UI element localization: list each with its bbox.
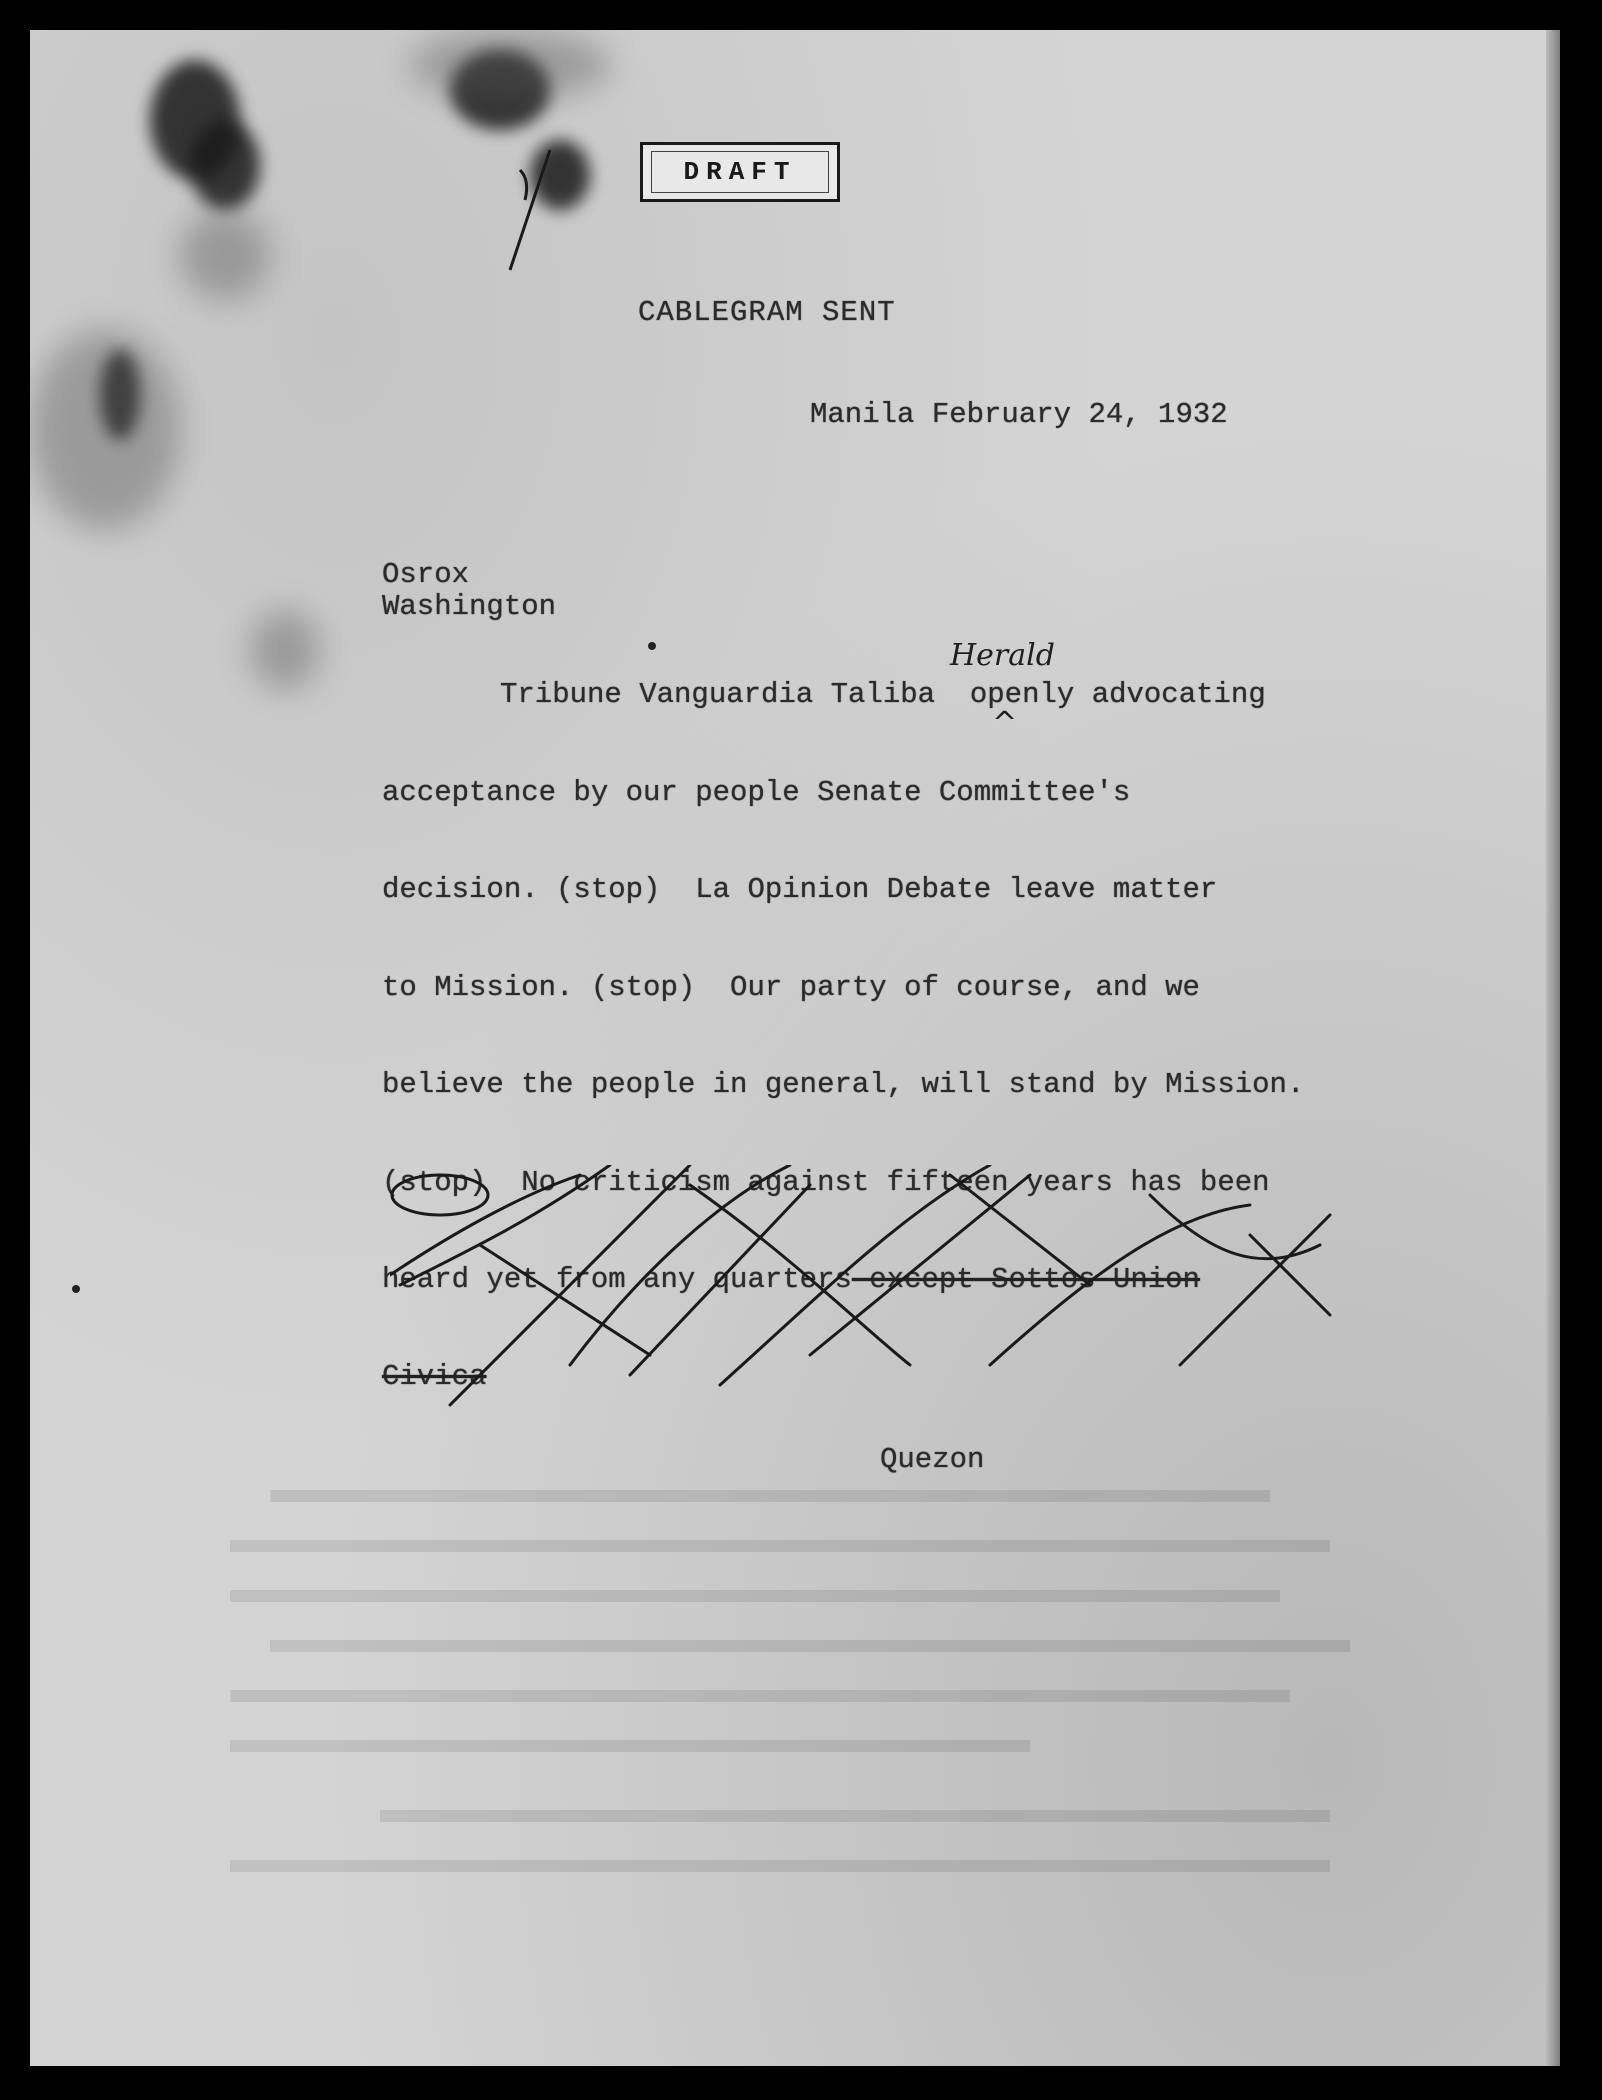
- document-title: CABLEGRAM SENT: [638, 296, 896, 329]
- document-page: [30, 30, 1560, 2066]
- body-line: decision. (stop) La Opinion Debate leave matter: [382, 873, 1218, 906]
- struck-text: except Sottos Union: [851, 1263, 1200, 1296]
- addressee: Osrox: [382, 558, 470, 591]
- speck: [72, 1285, 80, 1293]
- body-line: acceptance by our people Senate Committee's: [382, 776, 1131, 809]
- pen-mark: [500, 140, 590, 280]
- smudge: [30, 330, 180, 530]
- ink-blot: [190, 120, 260, 210]
- body-line: Tribune Vanguardia Taliba openly advocating: [500, 678, 1266, 711]
- handwritten-insertion: Herald: [950, 638, 1055, 673]
- body-line: believe the people in general, will stand by Mission.: [382, 1068, 1305, 1101]
- signature: Quezon: [880, 1443, 985, 1476]
- insertion-caret: ^: [992, 706, 1018, 741]
- smudge: [410, 30, 610, 100]
- crossed-out-text: heard yet from any quarters: [382, 1263, 852, 1296]
- bleed-through: [230, 1470, 1380, 1920]
- smudge: [250, 610, 320, 690]
- struck-text: Civica: [382, 1360, 487, 1393]
- body-line: to Mission. (stop) Our party of course, and we: [382, 971, 1200, 1004]
- dateline: Manila February 24, 1932: [810, 398, 1228, 431]
- page-edge: [1546, 30, 1560, 2066]
- speck: [648, 642, 656, 650]
- pen-scribble: [390, 1165, 1340, 1425]
- address-city: Washington: [382, 590, 557, 623]
- smudge: [180, 210, 270, 300]
- body-line-crossed-out: (stop) No criticism against fifteen years has been: [382, 1166, 1270, 1199]
- draft-stamp: [640, 142, 840, 202]
- draft-stamp-label: DRAFT: [651, 151, 829, 193]
